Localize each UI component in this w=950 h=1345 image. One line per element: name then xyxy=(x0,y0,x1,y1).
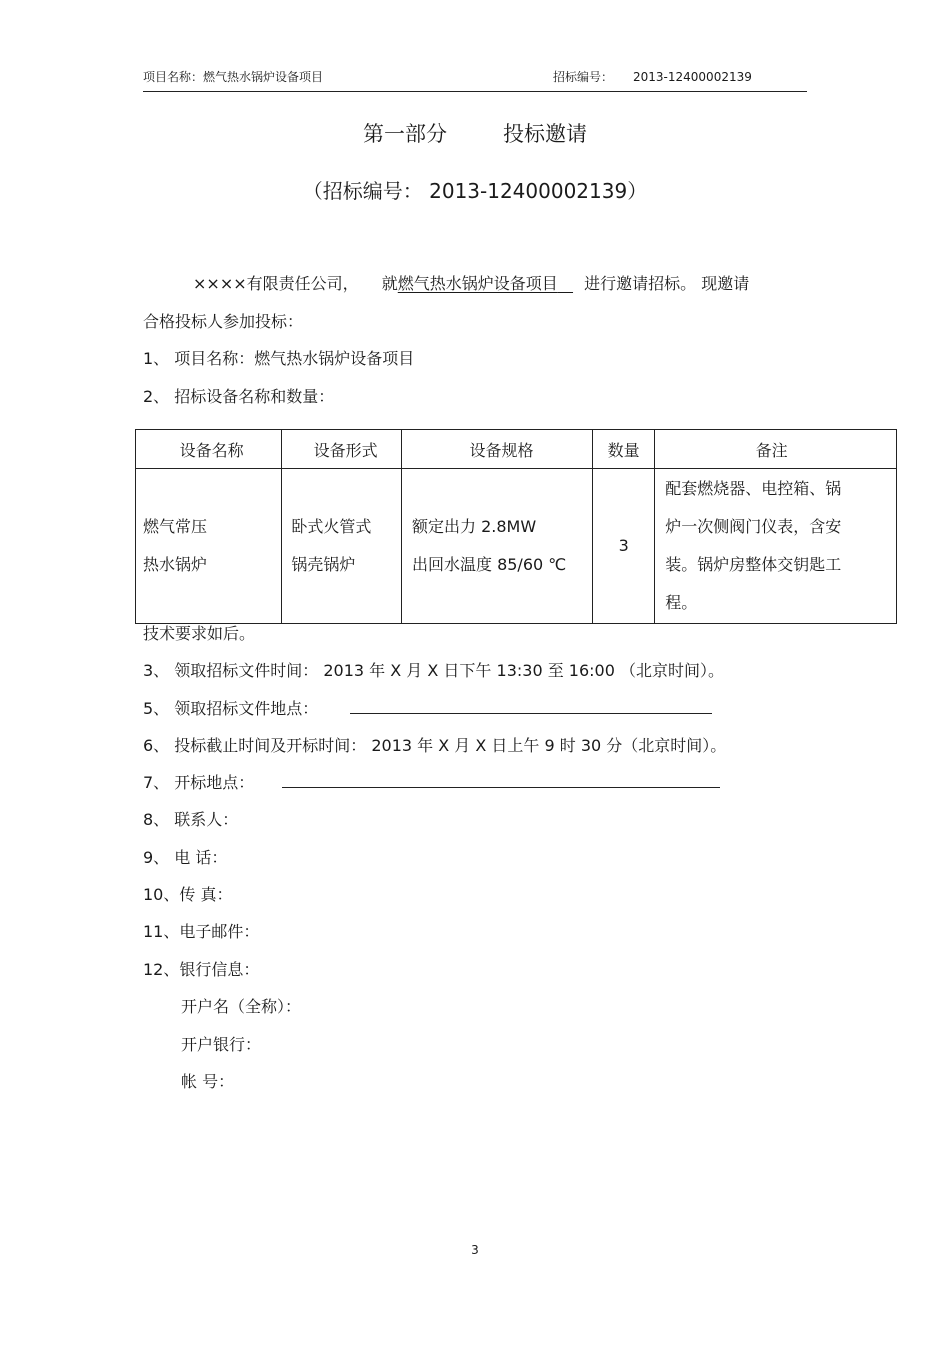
page-title xyxy=(0,118,950,148)
table-header-row xyxy=(136,430,897,469)
header-code-block xyxy=(553,68,752,85)
item-2: 2、 招标设备名称和数量： xyxy=(143,387,335,406)
intro-line-1 xyxy=(193,271,749,294)
detail-11: 11、电子邮件： xyxy=(143,922,260,941)
detail-7-line xyxy=(143,770,720,793)
cell-remarks xyxy=(655,469,897,624)
cell-text: 炉一次侧阀门仪表，含安 xyxy=(665,517,842,536)
detail-5-blank xyxy=(350,699,712,714)
header-code: 2013-12400002139 xyxy=(633,70,752,84)
title-part: 第一部分 xyxy=(363,122,447,146)
intro-lead: 就 xyxy=(381,274,398,293)
detail-5-line xyxy=(143,696,712,719)
bank-name: 开户银行： xyxy=(181,1035,262,1054)
detail-5: 5、 领取招标文件地点： xyxy=(143,699,319,718)
cell-text: 额定出力 2.8MW xyxy=(411,517,537,536)
cell-text: 出回水温度 85/60 ℃ xyxy=(411,555,567,574)
cell-equipment-spec xyxy=(401,469,592,624)
header-equipment-spec: 设备规格 xyxy=(401,430,592,469)
intro-line-2: 合格投标人参加投标： xyxy=(143,312,304,331)
intro-project-underline xyxy=(558,274,573,293)
cell-text: 程。 xyxy=(665,593,698,612)
header-remarks: 备注 xyxy=(655,430,897,469)
item-1: 1、 项目名称：燃气热水锅炉设备项目 xyxy=(143,349,415,368)
cell-text: 燃气常压 xyxy=(143,517,208,536)
page-subtitle: （招标编号： 2013-12400002139） xyxy=(302,179,648,203)
header-project: 项目名称：燃气热水锅炉设备项目 xyxy=(143,70,324,84)
cell-quantity: 3 xyxy=(593,469,655,624)
detail-7: 7、 开标地点： xyxy=(143,773,255,792)
detail-9: 9、 电 话： xyxy=(143,848,228,867)
cell-text: 卧式火管式 xyxy=(291,517,372,536)
cell-equipment-form xyxy=(282,469,402,624)
cell-text: 锅壳锅炉 xyxy=(291,555,356,574)
intro-project: 燃气热水锅炉设备项目 xyxy=(397,274,558,293)
intro-rest: 进行邀请招标。 现邀请 xyxy=(584,274,750,293)
intro-company: ××××有限责任公司， xyxy=(193,274,359,293)
detail-3: 3、 领取招标文件时间： 2013 年 X 月 X 日下午 13:30 至 16:00 （北京时间）。 xyxy=(143,661,724,680)
detail-6: 6、 投标截止时间及开标时间： 2013 年 X 月 X 日上午 9 时 30 分（北京时间）。 xyxy=(143,736,727,755)
after-table-text: 技术要求如后。 xyxy=(143,624,256,643)
title-name: 投标邀请 xyxy=(503,122,587,146)
equipment-table xyxy=(135,429,897,624)
page-number: 3 xyxy=(471,1243,479,1257)
cell-equipment-name xyxy=(136,469,282,624)
table-row xyxy=(136,469,897,624)
detail-7-blank xyxy=(282,773,720,788)
cell-text: 热水锅炉 xyxy=(143,555,208,574)
bank-account-number: 帐 号： xyxy=(181,1072,235,1091)
cell-text: 配套燃烧器、电控箱、锅 xyxy=(665,479,842,498)
bank-account-name: 开户名（全称）： xyxy=(181,997,302,1016)
detail-12: 12、银行信息： xyxy=(143,960,260,979)
cell-text: 装。锅炉房整体交钥匙工 xyxy=(665,555,842,574)
detail-10: 10、传 真： xyxy=(143,885,233,904)
header-equipment-form: 设备形式 xyxy=(282,430,402,469)
header-quantity: 数量 xyxy=(593,430,655,469)
header-equipment-name: 设备名称 xyxy=(136,430,282,469)
detail-8: 8、 联系人： xyxy=(143,810,239,829)
header-rule xyxy=(143,91,807,92)
header-code-label: 招标编号： xyxy=(553,70,614,84)
